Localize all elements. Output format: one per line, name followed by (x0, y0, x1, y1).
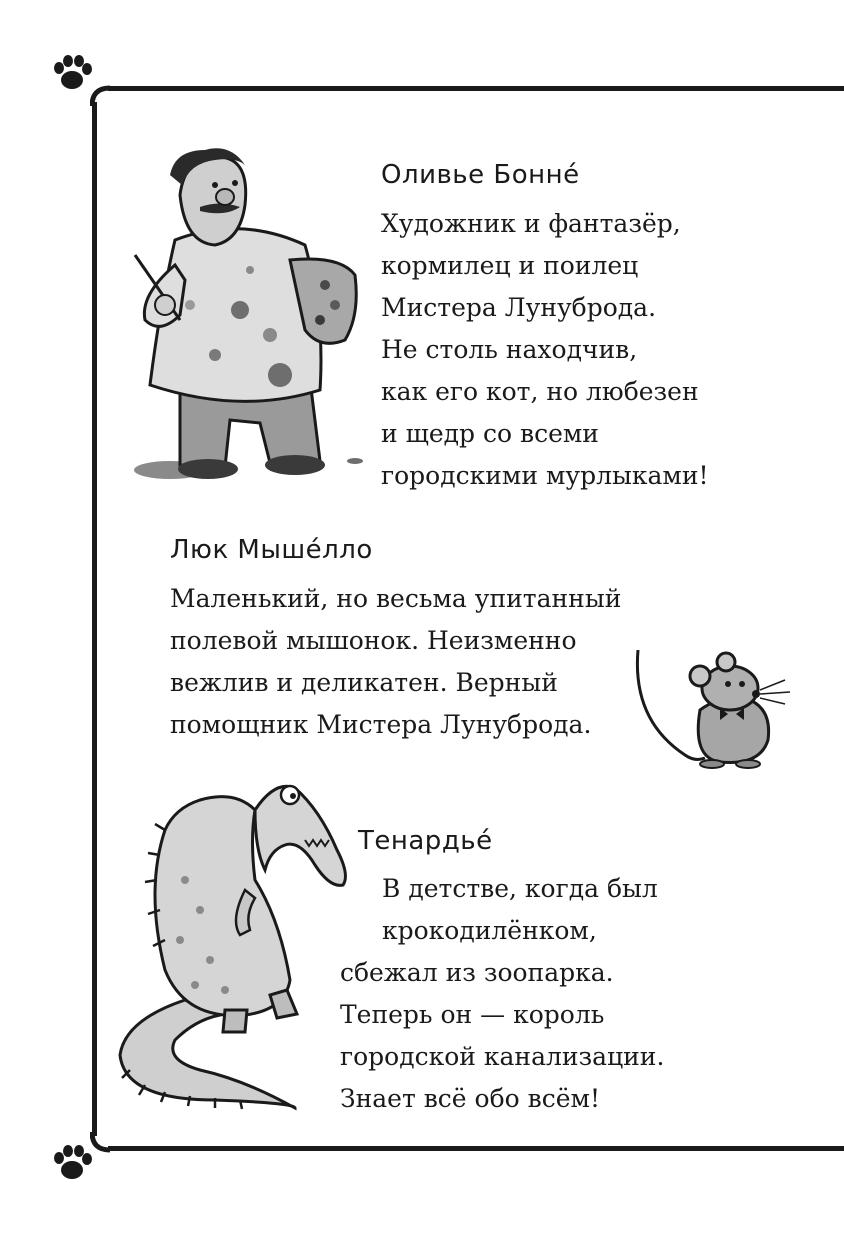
character-description-thenardier (340, 868, 664, 1120)
character-description-luc (170, 578, 621, 746)
character-name-thenardier: Тенардье́ (358, 826, 493, 856)
description-line: Маленький, но весьма упитанный (170, 584, 622, 613)
description-line: Художник и фантазёр, (381, 209, 681, 238)
painter-illustration (120, 145, 365, 505)
character-name-luc: Люк Мыше́лло (170, 535, 373, 565)
description-line: кормилец и поилец (381, 251, 639, 280)
crocodile-illustration (105, 770, 360, 1115)
description-line: как его кот, но любезен (381, 377, 699, 406)
character-name-olivier: Оливье Бонне́ (381, 160, 580, 190)
description-line: и щедр со всеми (381, 419, 599, 448)
description-line: Знает всё обо всём! (340, 1084, 600, 1113)
description-line: Не столь находчив, (381, 335, 638, 364)
frame-top-border (108, 86, 844, 91)
frame-bottom-border (108, 1146, 844, 1151)
description-line: помощник Мистера Лунуброда. (170, 710, 592, 739)
character-description-olivier (381, 203, 709, 497)
description-line: полевой мышонок. Неизменно (170, 626, 577, 655)
paw-print-icon (50, 1142, 94, 1186)
description-line: вежлив и деликатен. Верный (170, 668, 558, 697)
description-line: городской канализации. (340, 1042, 665, 1071)
description-line: сбежал из зоопарка. (340, 958, 614, 987)
mouse-illustration (630, 650, 800, 775)
description-line: городскими мурлыками! (381, 461, 709, 490)
description-line: Теперь он — король (340, 1000, 605, 1029)
description-line: Мистера Лунуброда. (381, 293, 657, 322)
description-line: В детстве, когда был (382, 874, 658, 903)
frame-left-border (92, 102, 97, 1136)
paw-print-icon (50, 52, 94, 96)
description-line: крокодилёнком, (382, 916, 597, 945)
